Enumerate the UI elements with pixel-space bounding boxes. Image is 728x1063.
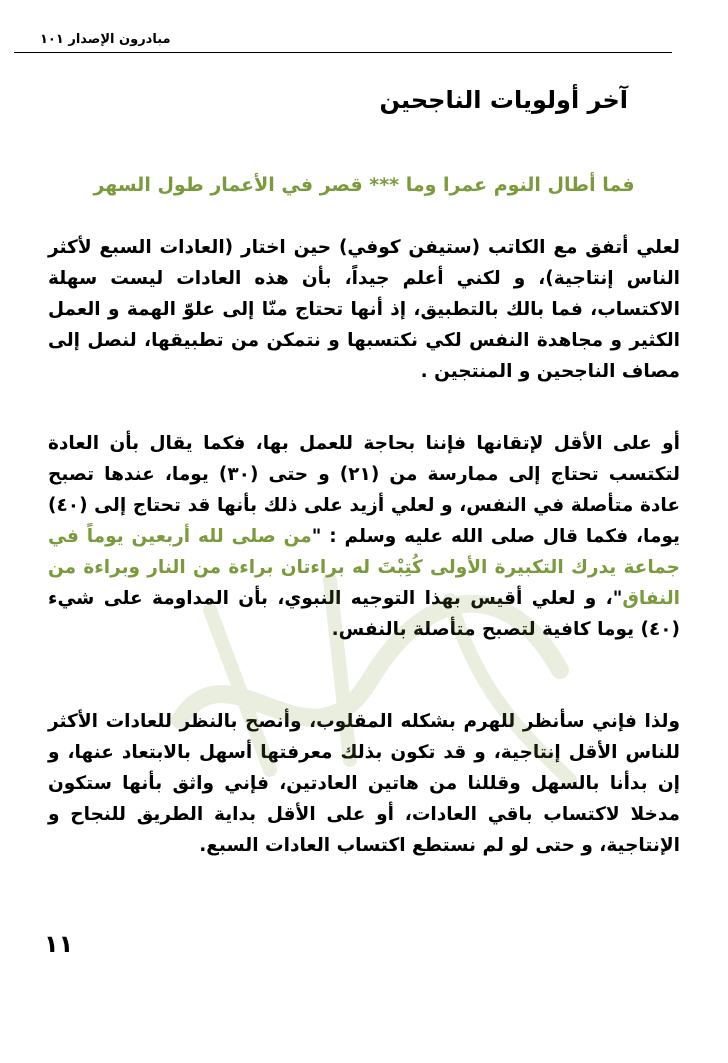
hadith-quote: من صلى لله أربعين يوماً في جماعة يدرك التكبيرة الأولى كُتِبْتَ له براءتان براءة من النار وبراءة من النفاق bbox=[48, 526, 680, 609]
paragraph-3: ولذا فإني سأنظر للهرم بشكله المقلوب، وأنصح بالنظر للعادات الأكثر للناس الأقل إنتاجية، و قد تكون بذلك معرفتها أسهل بالابتعاد عنها، و إن بدأنا بالسهل وقللنا من هاتين العادتين، فإني واثق بأنها ستكون مدخلا لاكتساب باقي العادات، أو على الأقل بداية الطريق للنجاح و الإنتاجية، و حتى لو لم نستطع اكتساب العادات السبع. bbox=[48, 711, 680, 856]
page-number: ١١ bbox=[44, 930, 74, 958]
page-title: آخر أولويات الناجحين bbox=[379, 86, 628, 114]
header-divider bbox=[14, 52, 672, 53]
paragraph-2 bbox=[48, 428, 680, 645]
paragraph-2-after: "، و لعلي أقيس بهذا التوجيه النبوي، بأن المداومة على شيء (٤٠) يوما كافية لتصبح متأصلة بالنفس. bbox=[48, 588, 680, 640]
paragraph-1: لعلي أتفق مع الكاتب (ستيفن كوفي) حين اختار (العادات السبع لأكثر الناس إنتاجية)، و لكني أعلم جيداً، بأن هذه العادات ليست سهلة الاكتساب، فما بالك بالتطبيق، إذ أنها تحتاج منّا إلى علوّ الهمة و العمل الكثير و مجاهدة النفس لكي نكتسبها و نتمكن من تطبيقها، لنصل إلى مصاف الناجحين و المنتجين . bbox=[48, 237, 680, 382]
paragraph-2-before: أو على الأقل لإتقانها فإننا بحاجة للعمل بها، فكما يقال بأن العادة لتكتسب تحتاج إلى ممارسة من (٢١) و حتى (٣٠) يوما، عندها تصبح عادة متأصلة في النفس، و لعلي أزيد على ذلك بأنها قد تحتاج إلى (٤٠) يوما، فكما قال صلى الله عليه وسلم : " bbox=[48, 433, 680, 547]
poem-verse: فما أطال النوم عمرا وما *** قصر في الأعمار طول السهر bbox=[93, 174, 635, 196]
header-text: مبادرون الإصدار ١٠١ bbox=[40, 32, 171, 47]
